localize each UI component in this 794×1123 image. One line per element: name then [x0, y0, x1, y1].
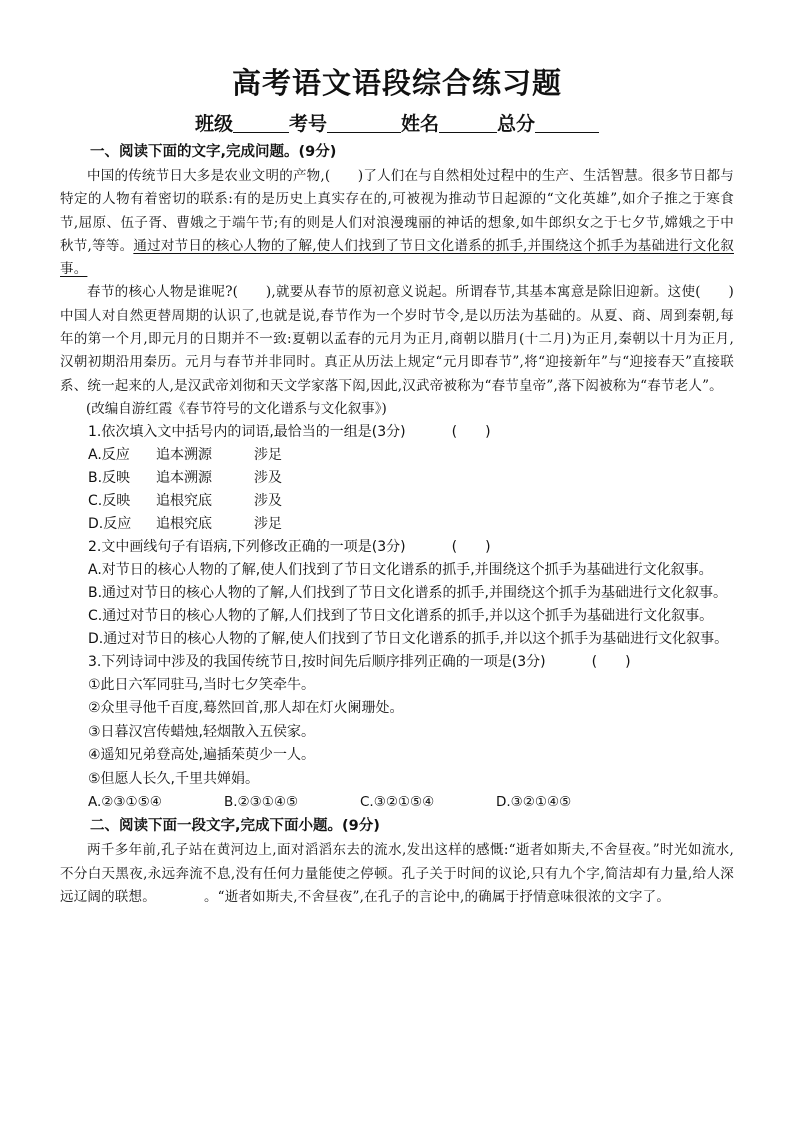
poem-line: ③日暮汉宫传蜡烛,轻烟散入五侯家。	[88, 723, 316, 740]
option-label: D.反应	[88, 515, 132, 532]
q2-option-a[interactable]: A.对节日的核心人物的了解,使人们找到了节日文化谱系的抓手,并围绕这个抓手为基础进行文化叙事。	[88, 561, 713, 578]
q2-option-c[interactable]: C.通过对节日的核心人物的了解,人们找到了节日文化谱系的抓手,并以这个抓手为基础进行文化叙事。	[88, 607, 714, 624]
class-field[interactable]	[195, 108, 289, 140]
option-word: 追本溯源	[156, 446, 212, 463]
option-word: 追根究底	[156, 515, 212, 532]
name-field[interactable]	[401, 108, 497, 140]
q2-option-b[interactable]: B.通过对节日的核心人物的了解,人们找到了节日文化谱系的抓手,并围绕这个抓手为基础进行文化叙事。	[88, 584, 727, 601]
section2-heading: 二、阅读下面一段文字,完成下面小题。(9分)	[90, 818, 380, 835]
poem-line: ②众里寻他千百度,蓦然回首,那人却在灯火阑珊处。	[88, 700, 404, 717]
question-3	[60, 651, 734, 674]
section1-paragraph-1	[60, 165, 734, 281]
poem-line: ①此日六军同驻马,当时七夕笑牵牛。	[88, 676, 316, 693]
class-label: 班级	[194, 113, 233, 135]
q2-option-d[interactable]: D.通过对节日的核心人物的了解,使人们找到了节日文化谱系的抓手,并以这个抓手为基础进行文化叙事。	[88, 630, 729, 647]
q1-option-c[interactable]	[60, 490, 734, 513]
q3-option-a[interactable]: A.②③①⑤④	[88, 794, 162, 811]
exam-no-blank[interactable]	[327, 114, 401, 133]
q3-option-b[interactable]: B.②③①④⑤	[224, 794, 299, 811]
name-label: 姓名	[401, 113, 440, 135]
q3-option-d[interactable]: D.③②①④⑤	[496, 794, 572, 811]
score-field[interactable]	[497, 108, 599, 140]
option-label: B.反映	[88, 469, 131, 486]
score-label: 总分	[497, 113, 536, 135]
class-blank[interactable]	[233, 114, 289, 133]
question-2	[60, 536, 734, 559]
exam-page	[60, 62, 734, 909]
section1-paragraph-2: 春节的核心人物是谁呢?( ),就要从春节的原初意义说起。所谓春节,其基本寓意是除旧迎新。这使( )中国人对自然更替周期的认识了,也就是说,春节作为一个岁时节令,是以历法为基础的。从夏、商、周到秦朝,每年的第一个月,即元月的日期并不一致:夏朝以孟春的元月为正月,商朝以腊月(十二月)为正月,秦朝以十月为正月,汉朝初期沿用秦历。元月与春节并非同时。真正从历法上规定“元月即春节”,将“迎接新年”与“迎接春天”直接联系、统一起来的人,是汉武帝刘彻和天文学家落下闳,因此,汉武帝被称为“春节皇帝”,落下闳被称为“春节老人”。	[60, 284, 734, 394]
answer-paren[interactable]: ( )	[451, 538, 491, 555]
paragraph-text: 中国的传统节日大多是农业文明的产物,( )了人们在与自然相处过程中的生产、生活智慧。很多节日都与特定的人物有着密切的联系:有的是历史上真实存在的,可被视为推动节日起源的“文化英雄”,如介子推之于寒食节,屈原、伍子胥、曹娥之于端午节;有的则是人们对浪漫瑰丽的神话的想象,如牛郎织女之于七夕节,嫦娥之于中秋节,等等。	[60, 168, 734, 254]
poem-line: ④遥知兄弟登高处,遍插茱萸少一人。	[88, 747, 316, 764]
option-word: 涉及	[254, 469, 282, 486]
q3-options	[60, 791, 734, 814]
option-word: 追本溯源	[156, 469, 212, 486]
option-label: C.反映	[88, 492, 131, 509]
student-info-line	[60, 108, 734, 140]
option-word: 追根究底	[156, 492, 212, 509]
page-title: 高考语文语段综合练习题	[231, 66, 562, 100]
name-blank[interactable]	[439, 114, 497, 133]
q1-option-b[interactable]	[60, 467, 734, 490]
option-word: 涉足	[254, 515, 282, 532]
question-1-stem: 1.依次填入文中括号内的词语,最恰当的一组是(3分)	[88, 423, 406, 440]
score-blank[interactable]	[535, 114, 599, 133]
q3-option-c[interactable]: C.③②①⑤④	[360, 794, 435, 811]
section2-paragraph-1: 两千多年前,孔子站在黄河边上,面对滔滔东去的流水,发出这样的感慨:“逝者如斯夫,不舍昼夜。”时光如流水,不分白天黑夜,永远奔流不息,没有任何力量能使之停顿。孔子关于时间的议论,只有九个字,简洁却有力量,给人深远辽阔的联想。 。“逝者如斯夫,不舍昼夜”,在孔子的言论中,的确属于抒情意味很浓的文字了。	[60, 842, 734, 906]
answer-paren[interactable]: ( )	[591, 653, 631, 670]
underlined-sentence: 通过对节日的核心人物的了解,使人们找到了节日文化谱系的抓手,并围绕这个抓手为基础进行文化叙事。	[60, 237, 734, 278]
question-1	[60, 421, 734, 444]
exam-no-label: 考号	[288, 113, 327, 135]
answer-paren[interactable]: ( )	[451, 423, 491, 440]
section1-heading: 一、阅读下面的文字,完成问题。(9分)	[90, 144, 337, 160]
question-2-stem: 2.文中画线句子有语病,下列修改正确的一项是(3分)	[88, 538, 406, 555]
option-word: 涉及	[254, 492, 282, 509]
option-label: A.反应	[88, 446, 130, 463]
exam-no-field[interactable]	[289, 108, 401, 140]
poem-line: ⑤但愿人长久,千里共婵娟。	[88, 770, 260, 787]
question-3-stem: 3.下列诗词中涉及的我国传统节日,按时间先后顺序排列正确的一项是(3分)	[88, 653, 546, 670]
q1-option-d[interactable]	[60, 513, 734, 536]
q1-option-a[interactable]	[60, 444, 734, 467]
source-citation: (改编自游红霞《春节符号的文化谱系与文化叙事》)	[86, 400, 387, 417]
option-word: 涉足	[254, 446, 282, 463]
